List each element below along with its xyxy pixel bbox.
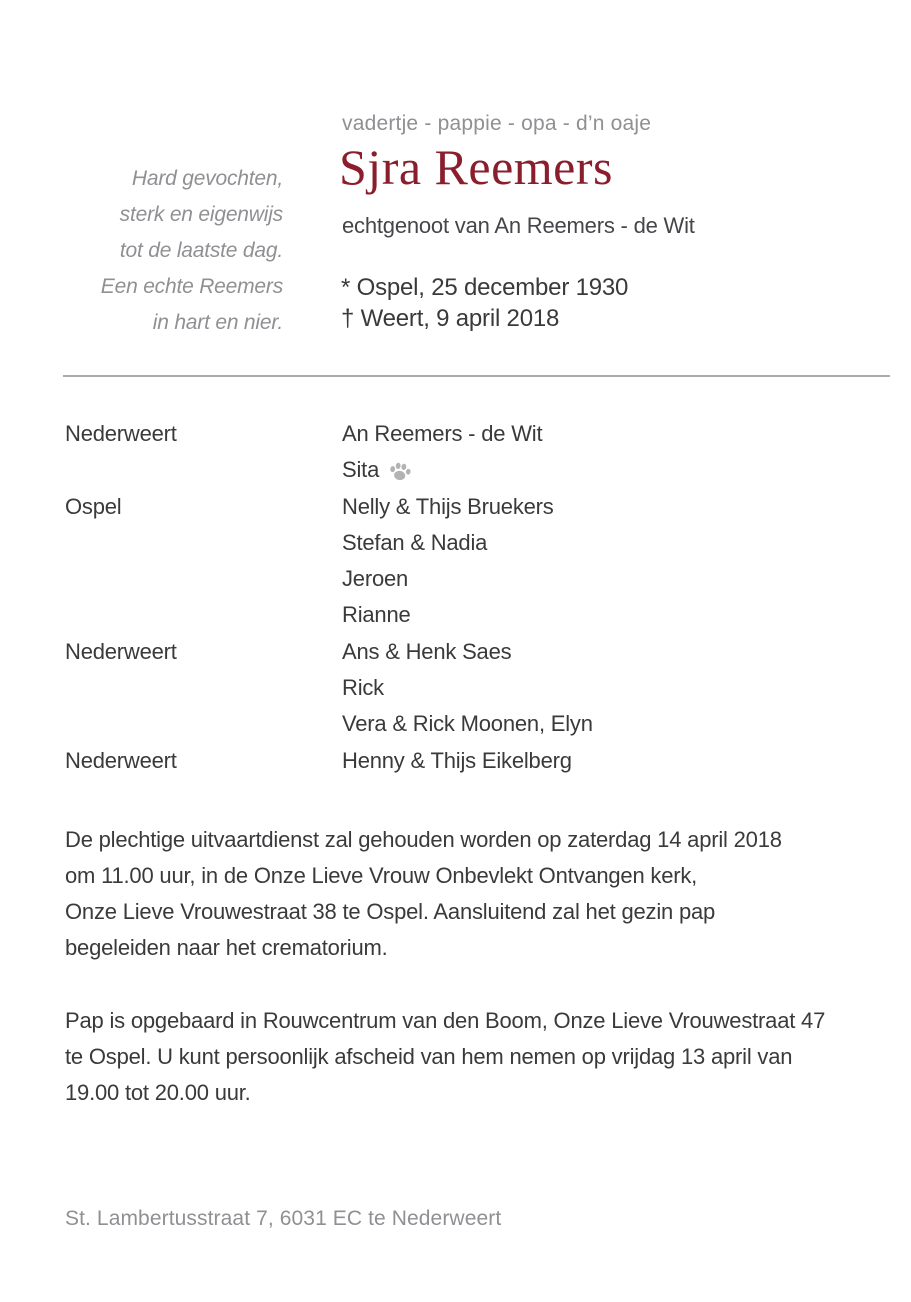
family-place: Ospel	[65, 493, 122, 519]
family-name: Henny & Thijs Eikelberg	[342, 747, 572, 773]
family-name: Sita	[342, 457, 380, 483]
family-list	[65, 416, 871, 779]
family-place	[65, 670, 342, 706]
paragraph-line: Pap is opgebaard in Rouwcentrum van den Boom, Onze Lieve Vrouwestraat 47	[65, 1008, 826, 1033]
paragraph-line: begeleiden naar het crematorium.	[65, 935, 388, 960]
family-row	[65, 452, 871, 488]
life-dates	[341, 272, 628, 334]
family-name: Ans & Henk Saes	[342, 638, 512, 664]
quote-line: sterk en eigenwijs	[119, 203, 283, 226]
paragraph-line: De plechtige uitvaartdienst zal gehouden worden op zaterdag 14 april 2018	[65, 827, 782, 852]
viewing-paragraph	[65, 1003, 825, 1111]
family-row	[65, 489, 871, 525]
birth-date: * Ospel, 25 december 1930	[341, 274, 629, 301]
quote-line: in hart en nier.	[152, 311, 283, 334]
paragraph-line: te Ospel. U kunt persoonlijk afscheid van hem nemen op vrijdag 13 april van	[65, 1044, 793, 1069]
family-row	[65, 634, 871, 670]
eyebrow-nicknames: vadertje - pappie - opa - d’n oaje	[342, 112, 652, 135]
quote-line: Een echte Reemers	[100, 275, 283, 298]
family-place: Nederweert	[65, 638, 177, 664]
page-title: Sjra Reemers	[339, 139, 613, 195]
family-row	[65, 561, 871, 597]
family-row	[65, 416, 871, 452]
family-name: Vera & Rick Moonen, Elyn	[342, 711, 593, 737]
family-place	[65, 597, 342, 633]
family-name: An Reemers - de Wit	[342, 421, 543, 446]
family-name: Jeroen	[342, 566, 409, 592]
family-place	[65, 561, 342, 597]
divider-rule	[63, 375, 890, 377]
family-row	[65, 525, 871, 561]
family-name: Rick	[342, 675, 384, 701]
quote-line: tot de laatste dag.	[119, 239, 283, 262]
family-name: Rianne	[342, 602, 411, 628]
family-place: Nederweert	[65, 747, 177, 773]
service-paragraph	[65, 822, 782, 966]
family-place	[65, 452, 342, 488]
family-name: Nelly & Thijs Bruekers	[342, 493, 554, 519]
memorial-quote	[65, 161, 283, 341]
death-date: † Weert, 9 april 2018	[341, 305, 560, 332]
correspondence-address: St. Lambertusstraat 7, 6031 EC te Nederweert	[65, 1207, 502, 1230]
family-row	[65, 597, 871, 633]
paragraph-line: Onze Lieve Vrouwestraat 38 te Ospel. Aansluitend zal het gezin pap	[65, 899, 716, 924]
family-row	[65, 743, 871, 779]
quote-line: Hard gevochten,	[131, 167, 283, 190]
spouse-line: echtgenoot van An Reemers - de Wit	[342, 213, 695, 238]
family-place: Nederweert	[65, 421, 177, 446]
family-row	[65, 706, 871, 742]
family-place	[65, 706, 342, 742]
paw-print-icon	[388, 461, 412, 482]
family-place	[65, 525, 342, 561]
family-name: Stefan & Nadia	[342, 529, 488, 555]
paragraph-line: om 11.00 uur, in de Onze Lieve Vrouw Onbevlekt Ontvangen kerk,	[65, 863, 698, 888]
family-row	[65, 670, 871, 706]
paragraph-line: 19.00 tot 20.00 uur.	[65, 1080, 251, 1105]
